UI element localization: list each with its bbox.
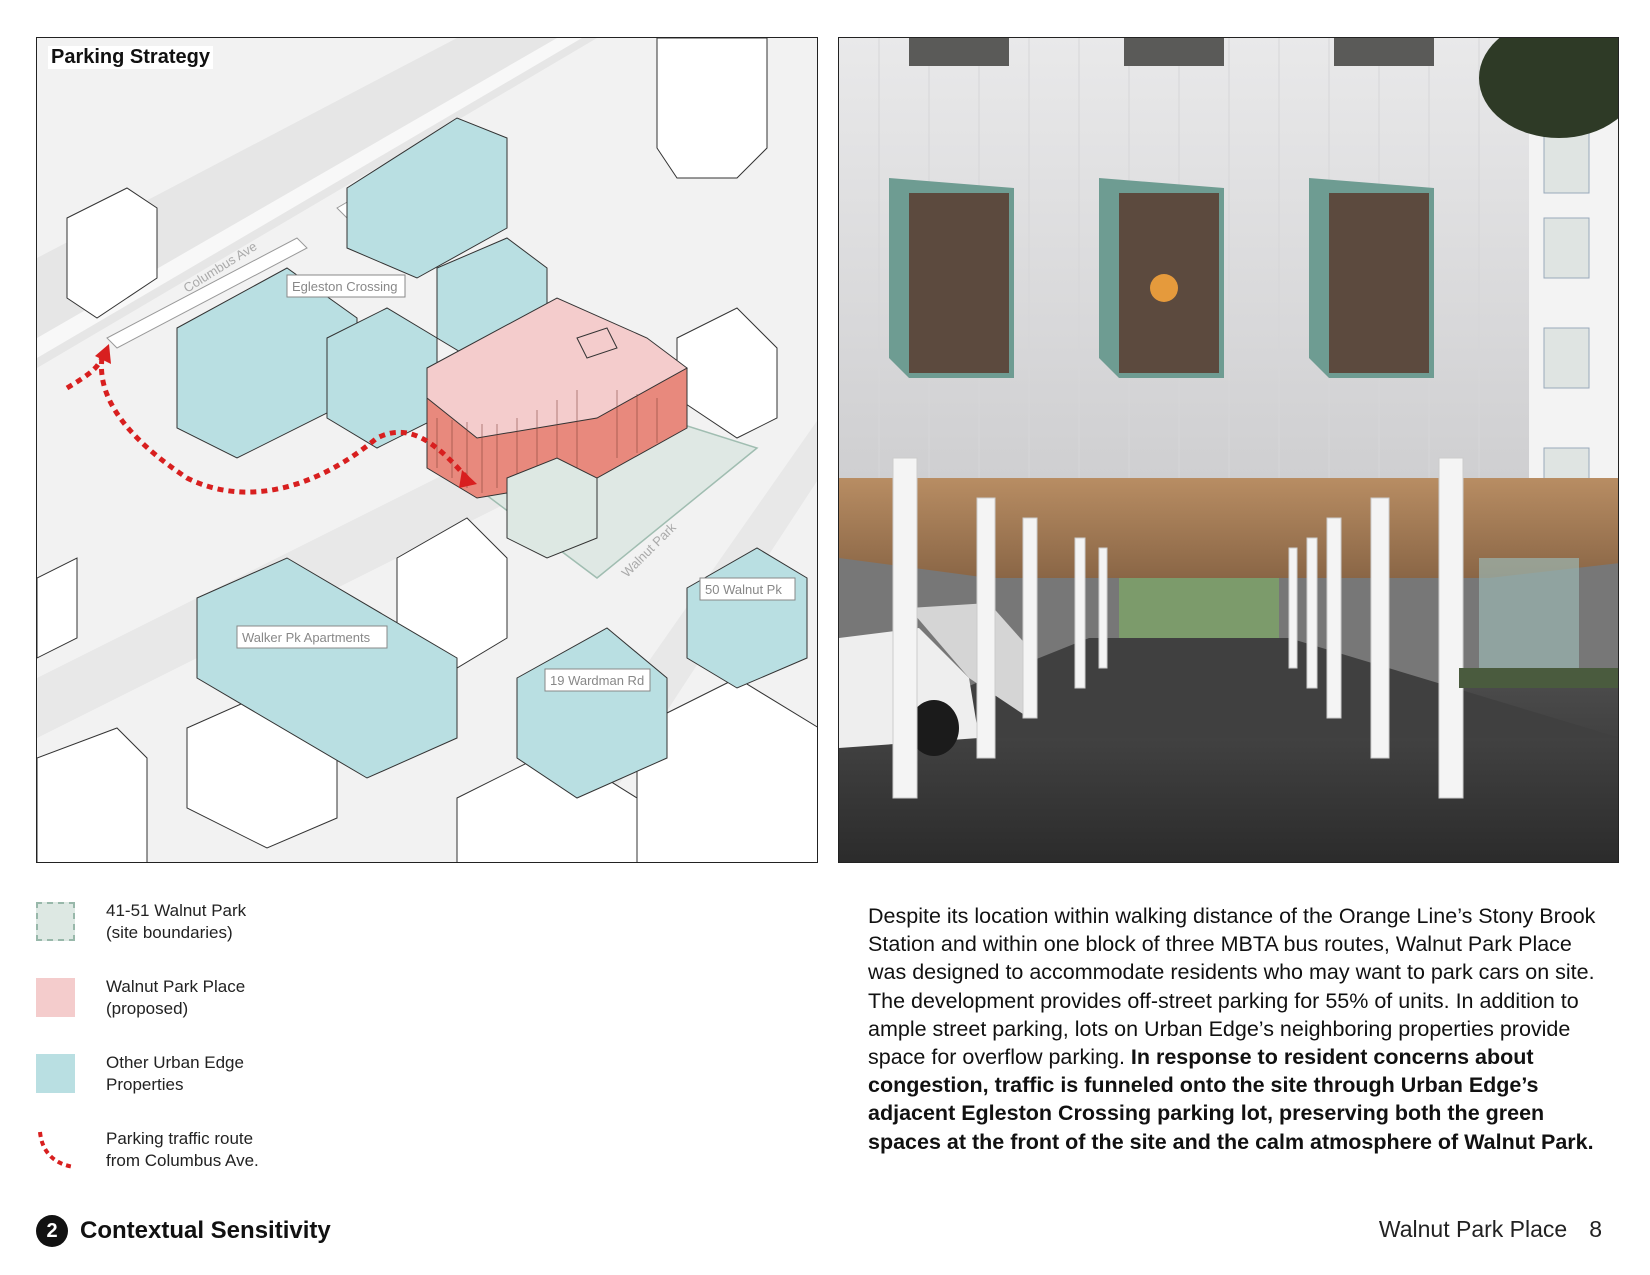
parking-rendering-image [838,37,1619,863]
body-text-normal: Despite its location within walking distance of the Orange Line’s Stony Brook Station and within one block of three MBTA bus routes, Walnut Park Place was designed to accommodate residents who may want to park cars on site. The development provides off-street parking for 55% of units. In addition to ample street parking, lots on Urban Edge’s neighboring properties provide space for overflow parking. [868,904,1596,1070]
legend-label: Parking traffic route [106,1129,254,1148]
body-text-bold: In response to resident concerns about congestion, traffic is funneled onto the site through Urban Edge’s adjacent Egleston Crossing parking lot, preserving both the green spaces at the front of the site and the calm atmosphere of Walnut Park. [868,1045,1594,1154]
route-curve-icon [36,1130,75,1169]
legend-sublabel: Properties [106,1075,184,1094]
body-paragraph [868,902,1598,1156]
legend-item-proposed [36,976,396,1052]
map-labels [37,38,818,863]
map-legend [36,900,396,1204]
label-walker: Walker Pk Apartments [242,630,371,645]
legend-sublabel: (proposed) [106,999,189,1018]
legend-label: Walnut Park Place [106,977,246,996]
page-footer [1379,1216,1602,1243]
label-wardman: 19 Wardman Rd [550,673,645,688]
legend-item-route [36,1128,396,1204]
legend-item-site [36,900,396,976]
section-heading [36,1214,331,1248]
label-walnut-park: Walnut Park [618,519,679,581]
parking-strategy-map [36,37,818,863]
legend-label: Other Urban Edge [106,1053,244,1072]
site-boundary-swatch [36,902,75,941]
document-title: Walnut Park Place [1378,1216,1568,1242]
legend-item-other [36,1052,396,1128]
section-title: Contextual Sensitivity [80,1217,331,1244]
label-50-walnut: 50 Walnut Pk [705,582,782,597]
legend-label: 41-51 Walnut Park [106,901,247,920]
proposed-swatch [36,978,75,1017]
section-number-badge: 2 [36,1215,68,1247]
label-egleston: Egleston Crossing [292,279,398,294]
legend-sublabel: (site boundaries) [106,923,233,942]
page-number: 8 [1589,1216,1602,1242]
map-title: Parking Strategy [48,46,213,69]
label-columbus: Columbus Ave [180,238,260,296]
other-properties-swatch [36,1054,75,1093]
legend-sublabel: from Columbus Ave. [106,1151,259,1170]
rendering-drawing [839,38,1619,863]
